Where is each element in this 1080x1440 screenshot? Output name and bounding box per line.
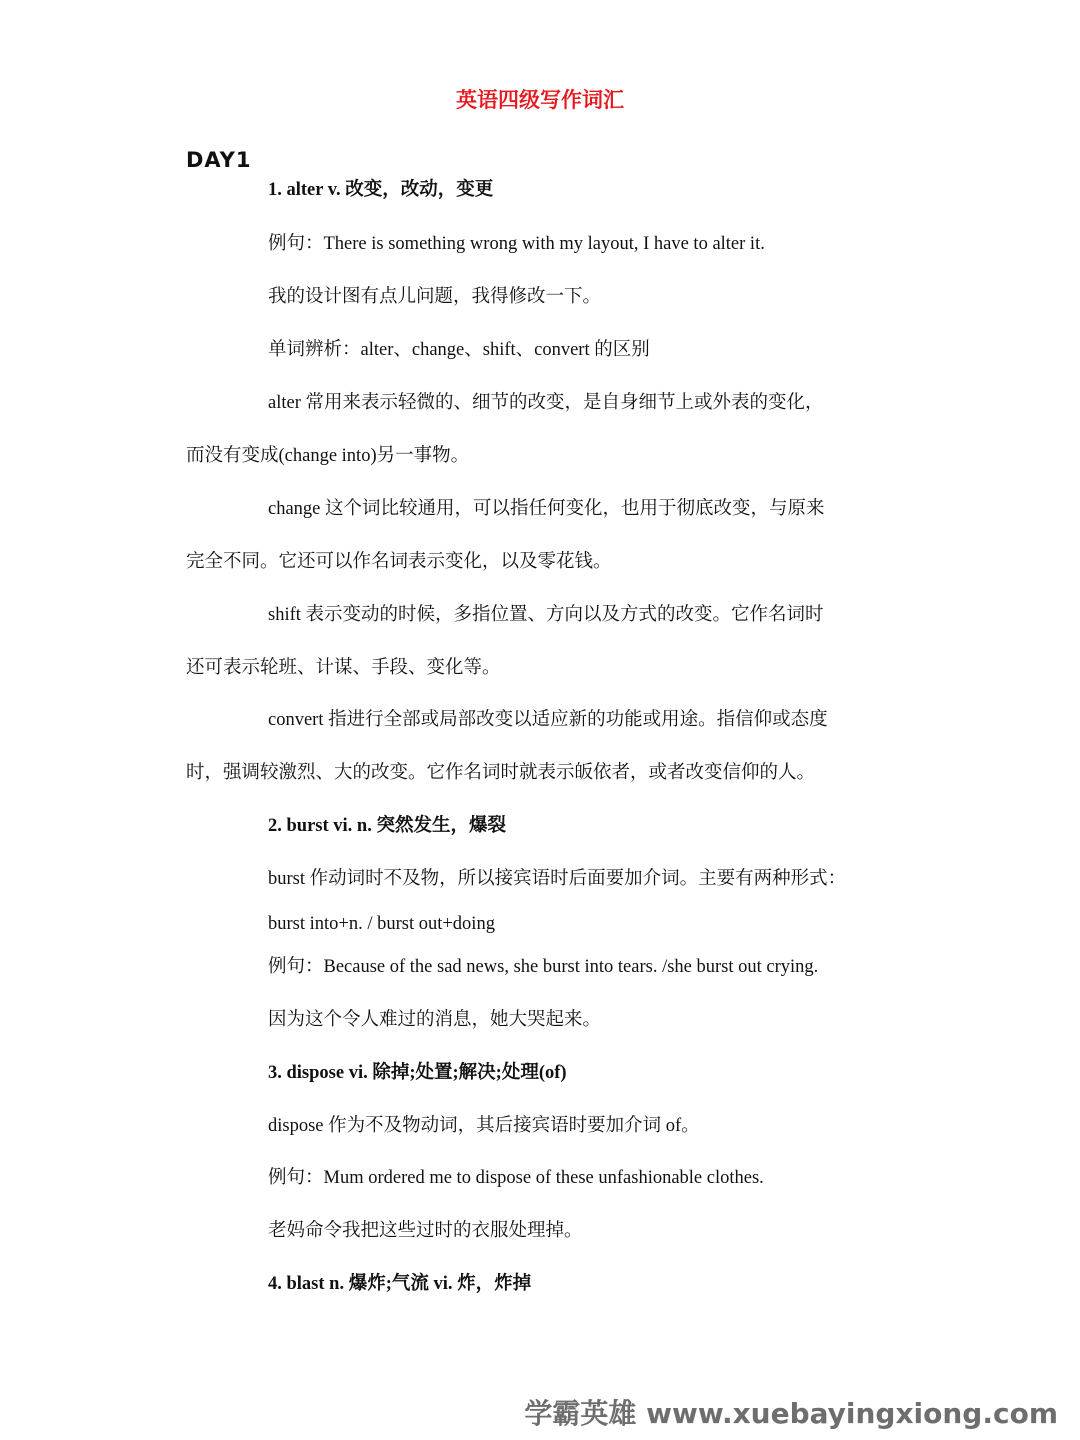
translation: 因为这个令人难过的消息，她大哭起来。 (268, 1009, 602, 1030)
paragraph-line: 还可表示轮班、计谋、手段、变化等。 (186, 657, 501, 678)
entry-heading-dispose: 3. dispose vi. 除掉;处置;解决;处理(of) (268, 1063, 567, 1083)
paragraph-line: convert 指进行全部或局部改变以适应新的功能或用途。指信仰或态度 (268, 710, 828, 730)
paragraph-line: change 这个词比较通用，可以指任何变化，也用于彻底改变，与原来 (268, 499, 825, 519)
paragraph-line: dispose 作为不及物动词，其后接宾语时要加介词 of。 (268, 1116, 700, 1136)
word-comparison-heading: 单词辨析：alter、change、shift、convert 的区别 (268, 340, 650, 360)
page-title: 英语四级写作词汇 (456, 88, 624, 112)
paragraph-line: shift 表示变动的时候，多指位置、方向以及方式的改变。它作名词时 (268, 605, 824, 625)
example-sentence: 例句：There is something wrong with my layout, I have to alter it. (268, 234, 765, 254)
paragraph-line: alter 常用来表示轻微的、细节的改变，是自身细节上或外表的变化， (268, 393, 824, 413)
entry-heading-alter: 1. alter v. 改变，改动，变更 (268, 180, 494, 200)
translation: 我的设计图有点儿问题，我得修改一下。 (268, 286, 602, 307)
entry-heading-burst: 2. burst vi. n. 突然发生，爆裂 (268, 816, 506, 836)
footer-watermark: 学霸英雄 www.xuebayingxiong.com (524, 1397, 1058, 1430)
entry-heading-blast: 4. blast n. 爆炸;气流 vi. 炸，炸掉 (268, 1274, 532, 1294)
example-sentence: 例句：Because of the sad news, she burst into tears. /she burst out crying. (268, 957, 819, 977)
translation: 老妈命令我把这些过时的衣服处理掉。 (268, 1220, 583, 1241)
paragraph-line: 而没有变成(change into)另一事物。 (186, 446, 470, 466)
paragraph-line: 完全不同。它还可以作名词表示变化，以及零花钱。 (186, 551, 612, 572)
day-label: DAY1 (186, 148, 252, 172)
paragraph-line: burst 作动词时不及物，所以接宾语时后面要加介词。主要有两种形式： (268, 869, 847, 889)
usage-pattern: burst into+n. / burst out+doing (268, 914, 495, 934)
example-sentence: 例句：Mum ordered me to dispose of these unfashionable clothes. (268, 1168, 764, 1188)
paragraph-line: 时，强调较激烈、大的改变。它作名词时就表示皈依者，或者改变信仰的人。 (186, 762, 816, 783)
